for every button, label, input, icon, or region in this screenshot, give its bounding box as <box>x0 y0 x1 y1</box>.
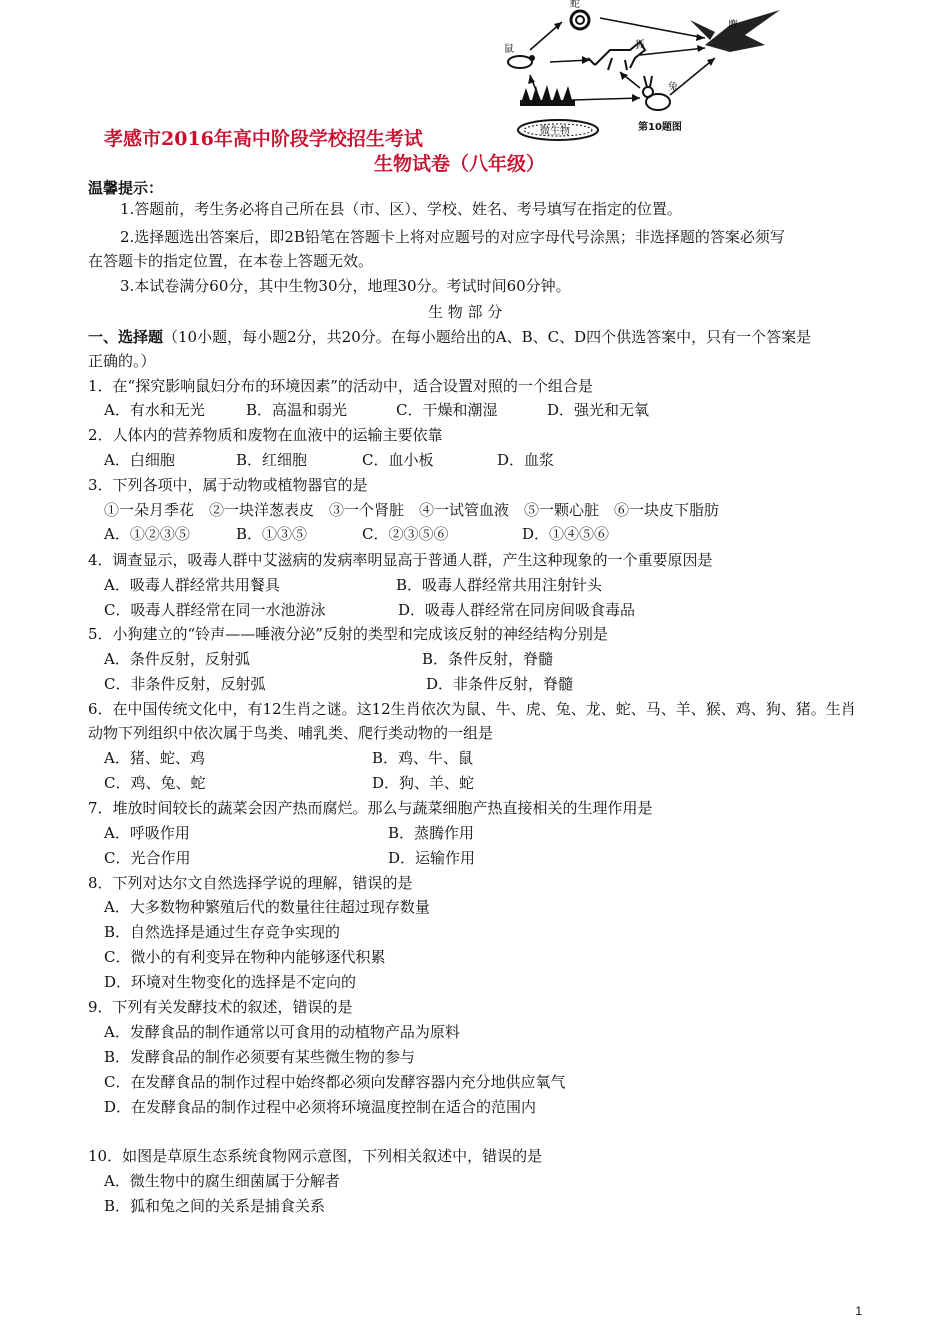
q5-stem: 5．小狗建立的“铃声——唾液分泌”反射的类型和完成该反射的神经结构分别是 <box>88 625 608 643</box>
q5-option-a: A．条件反射，反射弧 <box>104 650 250 668</box>
q2-option-d: D．血浆 <box>497 451 555 469</box>
mouse-icon <box>508 55 535 68</box>
q2-option-a: A．白细胞 <box>104 451 175 469</box>
part-title: 生 物 部 分 <box>428 303 503 321</box>
arrow-snake-eagle <box>600 18 705 38</box>
q3-option-b: B．①③⑤ <box>236 525 308 543</box>
q10-stem: 10．如图是草原生态系统食物网示意图，下列相关叙述中，错误的是 <box>88 1147 543 1165</box>
label-microbe: 微生物 <box>540 126 570 137</box>
arrowhead-icon <box>696 34 705 41</box>
label-fox: 狐 <box>635 40 645 51</box>
q9-option-d: D．在发酵食品的制作过程中必须将环境温度控制在适合的范围内 <box>104 1098 537 1116</box>
arrowhead-icon <box>632 94 640 102</box>
notice-item-2-line2: 在答题卡的指定位置，在本卷上答题无效。 <box>88 252 374 270</box>
q3-items: ①一朵月季花 ②一块洋葱表皮 ③一个肾脏 ④一试管血液 ⑤一颗心脏 ⑥一块皮下脂肪 <box>104 501 720 519</box>
q3-option-d: D．①④⑤⑥ <box>522 525 610 543</box>
q3-option-c: C．②③⑤⑥ <box>362 525 449 543</box>
q8-stem: 8．下列对达尔文自然选择学说的理解，错误的是 <box>88 874 413 892</box>
q9-stem: 9．下列有关发酵技术的叙述，错误的是 <box>88 998 353 1016</box>
grass-icon <box>520 85 575 106</box>
arrowhead-icon <box>697 45 705 52</box>
q5-option-b: B．条件反射，脊髓 <box>422 650 554 668</box>
exam-title: 孝感市2016年高中阶段学校招生考试 <box>104 128 423 150</box>
q7-stem: 7．堆放时间较长的蔬菜会因产热而腐烂。那么与蔬菜细胞产热直接相关的生理作用是 <box>88 799 653 817</box>
q2-option-c: C．血小板 <box>362 451 434 469</box>
q4-stem: 4．调查显示，吸毒人群中艾滋病的发病率明显高于普通人群，产生这种现象的一个重要原因是 <box>88 551 713 569</box>
q3-stem: 3．下列各项中，属于动物或植物器官的是 <box>88 476 368 494</box>
page-number: 1 <box>855 1304 862 1318</box>
label-eagle: 鹰 <box>728 20 738 31</box>
label-rabbit: 兔 <box>668 82 678 93</box>
q1-option-c: C．干燥和潮湿 <box>396 401 498 419</box>
section-heading: 一、选择题 <box>88 328 164 346</box>
q1-stem: 1．在“探究影响鼠妇分布的环境因素”的活动中，适合设置对照的一个组合是 <box>88 377 593 395</box>
q8-option-d: D．环境对生物变化的选择是不定向的 <box>104 973 357 991</box>
rabbit-icon <box>643 76 670 110</box>
q4-option-d: D．吸毒人群经常在同房间吸食毒品 <box>398 601 636 619</box>
arrowhead-icon <box>620 72 628 80</box>
q9-option-a: A．发酵食品的制作通常以可食用的动植物产品为原料 <box>104 1023 460 1041</box>
q1-option-b: B．高温和弱光 <box>246 401 348 419</box>
arrowhead-icon <box>707 58 715 66</box>
q10-option-b: B．狐和兔之间的关系是捕食关系 <box>104 1197 326 1215</box>
q7-option-a: A．呼吸作用 <box>104 824 190 842</box>
q1-option-a: A．有水和无光 <box>104 401 205 419</box>
q7-option-b: B．蒸腾作用 <box>388 824 475 842</box>
q4-option-c: C．吸毒人群经常在同一水池游泳 <box>104 601 326 619</box>
q4-option-b: B．吸毒人群经常共用注射针头 <box>396 576 603 594</box>
notice-item-2-line1: 2.选择题选出答案后，即2B铅笔在答题卡上将对应题号的对应字母代号涂黑；非选择题的答案必须写 <box>120 228 785 246</box>
q9-option-c: C．在发酵食品的制作过程中始终都必须向发酵容器内充分地供应氧气 <box>104 1073 566 1091</box>
notice-heading: 温馨提示： <box>88 179 164 197</box>
notice-item-3: 3.本试卷满分60分，其中生物30分，地理30分。考试时间60分钟。 <box>120 277 571 295</box>
q6-option-b: B．鸡、牛、鼠 <box>372 749 474 767</box>
q6-option-d: D．狗、羊、蛇 <box>372 774 475 792</box>
q7-option-c: C．光合作用 <box>104 849 191 867</box>
section-intro-line2: 正确的。） <box>88 352 156 370</box>
arrowhead-icon <box>528 75 535 84</box>
arrow-fox-eagle <box>640 48 705 55</box>
q6-stem-line2: 动物下列组织中依次属于鸟类、哺乳类、爬行类动物的一组是 <box>88 724 494 742</box>
q5-option-c: C．非条件反射，反射弧 <box>104 675 266 693</box>
label-snake: 蛇 <box>570 0 580 10</box>
label-mouse: 鼠 <box>504 44 514 55</box>
arrow-grass-rabbit <box>572 98 640 100</box>
q8-option-c: C．微小的有利变异在物种内能够逐代积累 <box>104 948 386 966</box>
section-intro-line1 <box>88 327 811 347</box>
food-web-figure <box>500 0 800 145</box>
q9-option-b: B．发酵食品的制作必须要有某些微生物的参与 <box>104 1048 416 1066</box>
q8-option-a: A．大多数物种繁殖后代的数量往往超过现存数量 <box>104 898 430 916</box>
section-intro-text: （10小题，每小题2分，共20分。在每小题给出的A、B、C、D四个供选答案中，只有一个答案是 <box>163 328 812 346</box>
figure-caption: 第10题图 <box>638 122 682 133</box>
q2-stem: 2．人体内的营养物质和废物在血液中的运输主要依靠 <box>88 426 443 444</box>
q2-option-b: B．红细胞 <box>236 451 308 469</box>
q7-option-d: D．运输作用 <box>388 849 476 867</box>
q6-stem-line1: 6．在中国传统文化中，有12生肖之谜。这12生肖依次为鼠、牛、虎、兔、龙、蛇、马、羊、猴、鸡、狗、猪。生肖 <box>88 700 856 718</box>
exam-subtitle: 生物试卷（八年级） <box>374 153 546 175</box>
notice-item-1: 1.答题前，考生务必将自己所在县（市、区）、学校、姓名、考号填写在指定的位置。 <box>120 200 682 218</box>
q3-option-a: A．①②③⑤ <box>104 525 190 543</box>
eagle-icon <box>690 10 780 52</box>
q5-option-d: D．非条件反射，脊髓 <box>426 675 574 693</box>
q4-option-a: A．吸毒人群经常共用餐具 <box>104 576 280 594</box>
q10-option-a: A．微生物中的腐生细菌属于分解者 <box>104 1172 340 1190</box>
q6-option-c: C．鸡、兔、蛇 <box>104 774 206 792</box>
snake-icon <box>571 11 589 29</box>
q8-option-b: B．自然选择是通过生存竞争实现的 <box>104 923 341 941</box>
q1-option-d: D．强光和无氧 <box>547 401 650 419</box>
q6-option-a: A．猪、蛇、鸡 <box>104 749 205 767</box>
